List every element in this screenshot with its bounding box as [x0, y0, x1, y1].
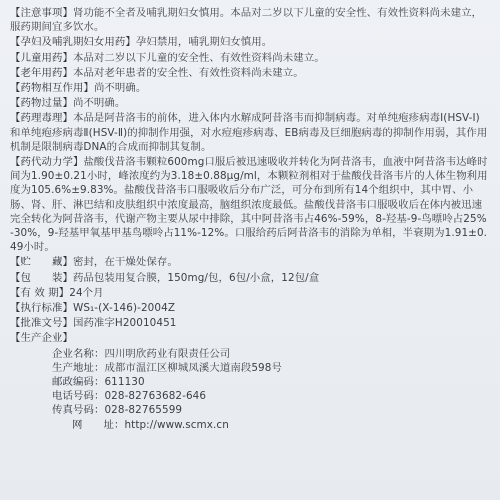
- manufacturer-address-row: [10, 361, 488, 375]
- section-body: 密封，在干燥处保存。: [72, 256, 178, 269]
- section-body: 尚不明确。: [93, 82, 147, 95]
- section-body: 盐酸伐昔洛韦颗粒600mg口服后被迅速吸收并转化为阿昔洛韦，血液中阿昔洛韦达峰时间为1.90±0.21小时，峰浓度约为3.18±0.88μg/ml，本颗粒剂相对于盐酸伐昔洛韦片的人体生物利用度为105.6%±9.83%。盐酸伐昔洛韦口服吸收后分布广泛，可分布到所有14个组织中，其中胃、小肠、肾、肝、淋巴结和皮肤组织中浓度最高，脑组织浓度最低。盐酸伐昔洛韦口服吸收后在体内被迅速完全转化为阿昔洛韦，代谢产物主要从尿中排除，其中阿昔洛韦占46%-59%，8-羟基-9-鸟嘌呤占25%-30%，9-羟基甲氧基甲基鸟嘌呤占11%-12%。口服给药后阿昔洛韦的消除为单相，半衰期为1.91±0.49小时。: [10, 156, 488, 254]
- section-heading: 【药理毒理】: [10, 112, 73, 125]
- section-pregnancy: [10, 35, 488, 49]
- section-precautions: [10, 6, 488, 34]
- section-body: WS₁-(X-146)-2004Z: [72, 302, 176, 315]
- manufacturer-postcode-value: 611130: [104, 376, 145, 389]
- section-heading: 【有 效 期】: [10, 286, 70, 299]
- manufacturer-postcode-row: [10, 375, 488, 389]
- section-body: 本品对二岁以下儿童的安全性、有效性资料尚未建立。: [72, 51, 325, 64]
- section-heading: 【药代动力学】: [10, 156, 84, 169]
- manufacturer-phone-value: 028-82763682-646: [104, 390, 207, 403]
- section-pharmacology: [10, 111, 488, 154]
- manufacturer-name-row: [10, 347, 488, 361]
- section-standard: [10, 301, 488, 315]
- section-heading: 【包 装】: [10, 271, 73, 284]
- section-heading: 【贮 藏】: [10, 256, 73, 269]
- manufacturer-fax-value: 028-82765599: [104, 404, 183, 417]
- section-body: 尚不明确。: [72, 97, 126, 110]
- section-shelf-life: [10, 286, 488, 300]
- section-packaging: [10, 271, 488, 285]
- section-heading: 【批准文号】: [10, 317, 73, 330]
- manufacturer-postcode-label: 邮政编码：: [52, 376, 105, 389]
- section-body: 本品是阿昔洛韦的前体，进入体内水解成阿昔洛韦而抑制病毒。对单纯疱疹病毒Ⅰ(HSV-Ⅰ)和单纯疱疹病毒Ⅱ(HSV-Ⅱ)的抑制作用强，对水痘疱疹病毒、EB病毒及巨细胞病毒的抑制作用弱，其作用机制是限制病毒DNA的合成而抑制其复制。: [10, 112, 488, 153]
- manufacturer-website-row: [10, 418, 488, 432]
- manufacturer-fax-label: 传真号码：: [52, 404, 105, 417]
- section-body: 药品包装用复合膜，150mg/包，6包/小盒，12包/盒: [72, 271, 320, 284]
- manufacturer-fax-row: [10, 403, 488, 417]
- section-geriatric: [10, 66, 488, 80]
- manufacturer-address-value: 成都市温江区柳城凤溪大道南段598号: [104, 361, 282, 374]
- section-body: 肾功能不全者及哺乳期妇女慎用。本品对二岁以下儿童的安全性、有效性资料尚未建立，服药期间宜多饮水。: [10, 7, 483, 34]
- insert-content: [10, 6, 488, 432]
- manufacturer-website-label: 网 址：: [72, 418, 125, 431]
- manufacturer-name-value: 四川明欣药业有限责任公司: [104, 347, 231, 360]
- section-heading: 【药物过量】: [10, 97, 73, 110]
- section-pediatric: [10, 51, 488, 65]
- section-heading: 【老年用药】: [10, 66, 73, 79]
- manufacturer-phone-row: [10, 389, 488, 403]
- section-manufacturer: [10, 331, 488, 345]
- section-heading: 【孕妇及哺乳期妇女用药】: [10, 36, 136, 49]
- manufacturer-address-label: 生产地址：: [52, 361, 105, 374]
- manufacturer-website-value: http://www.scmx.cn: [124, 418, 229, 431]
- section-approval-number: [10, 316, 488, 330]
- section-storage: [10, 255, 488, 269]
- section-interactions: [10, 81, 488, 95]
- section-heading: 【儿童用药】: [10, 51, 73, 64]
- section-pharmacokinetics: [10, 155, 488, 254]
- manufacturer-name-label: 企业名称：: [52, 347, 105, 360]
- section-body: 国药准字H20010451: [72, 317, 177, 330]
- section-body: 24个月: [69, 286, 104, 299]
- section-heading: 【注意事项】: [10, 7, 73, 19]
- manufacturer-details: [10, 347, 488, 432]
- section-body: 本品对老年患者的安全性、有效性资料尚未建立。: [72, 66, 304, 79]
- section-body: 孕妇禁用，哺乳期妇女慎用。: [135, 36, 273, 49]
- section-heading: 【执行标准】: [10, 302, 73, 315]
- section-heading: 【药物相互作用】: [10, 82, 94, 95]
- section-heading: 【生产企业】: [10, 332, 73, 345]
- section-overdose: [10, 96, 488, 110]
- manufacturer-phone-label: 电话号码：: [52, 390, 105, 403]
